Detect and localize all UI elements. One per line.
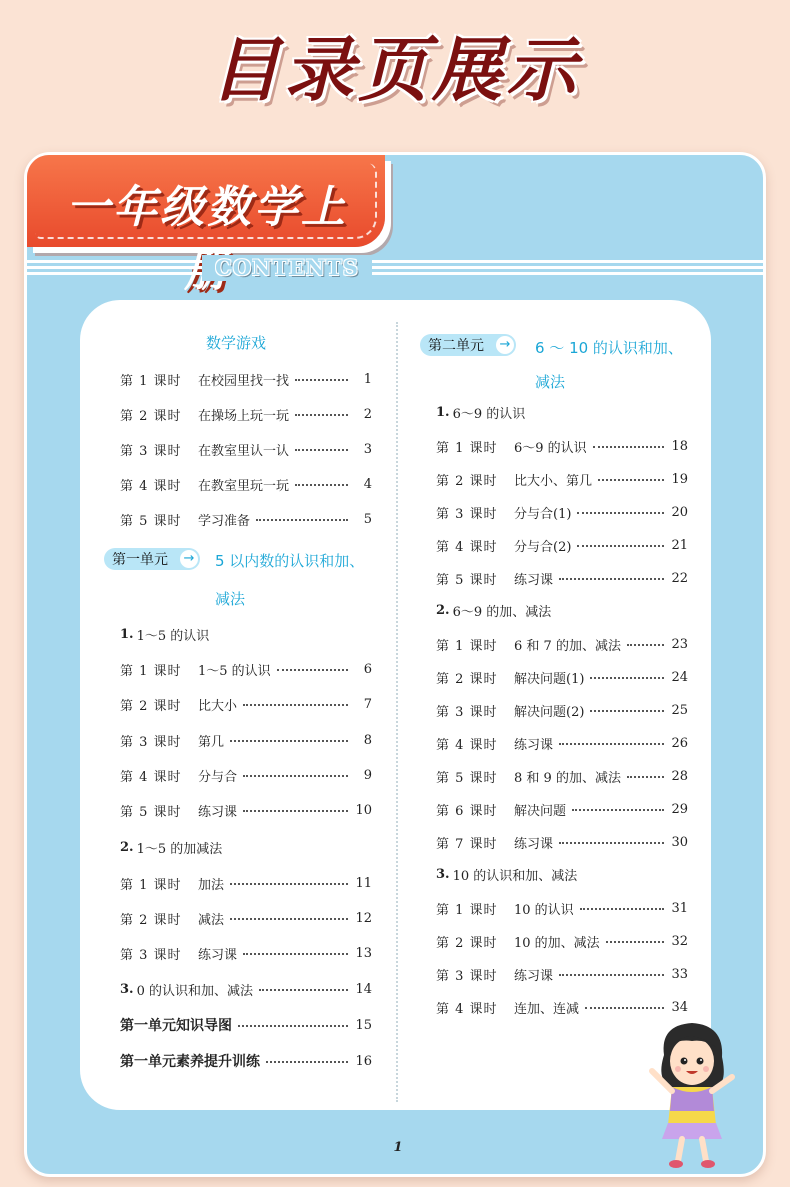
lesson-number: 第 4 课时	[436, 1001, 498, 1017]
lesson-number: 第 1 课时	[120, 663, 182, 679]
section-number: 3.	[436, 866, 450, 882]
toc-row[interactable]	[436, 929, 688, 953]
dot-leader	[243, 775, 348, 777]
grade-banner-title: 一年级数学上	[66, 182, 348, 233]
dot-leader	[627, 776, 664, 778]
page-number: 6	[363, 661, 372, 677]
unit-title-cont: 减法	[215, 590, 246, 608]
lesson-number: 第 2 课时	[436, 671, 498, 687]
toc-row[interactable]	[120, 798, 372, 822]
lesson-number: 第 1 课时	[120, 373, 182, 389]
section-title: 10 的认识和加、减法	[452, 868, 578, 884]
toc-row[interactable]	[120, 657, 372, 681]
lesson-title: 练习课	[198, 804, 238, 820]
page-number: 9	[363, 767, 372, 783]
section-number: 1.	[120, 626, 134, 642]
toc-frame	[24, 152, 766, 1177]
dot-leader	[580, 908, 664, 910]
unit-title: 6 ～ 10 的认识和加、	[535, 339, 683, 357]
lesson-title: 连加、连减	[514, 1001, 580, 1017]
toc-row[interactable]	[436, 434, 688, 458]
toc-row[interactable]	[120, 977, 372, 1001]
lesson-title: 解决问题(1)	[514, 671, 585, 687]
dot-leader	[230, 883, 348, 885]
toc-row[interactable]	[120, 507, 372, 531]
lesson-title: 第一单元知识导图	[120, 1018, 232, 1034]
section-heading	[120, 835, 222, 859]
lesson-number: 第 2 课时	[120, 408, 182, 424]
page-number: 30	[671, 834, 688, 850]
section-title: 0 的认识和加、减法	[136, 983, 253, 999]
dot-leader	[243, 704, 348, 706]
dot-leader	[577, 512, 664, 514]
lesson-title: 第一单元素养提升训练	[120, 1054, 260, 1070]
toc-row[interactable]	[436, 698, 688, 722]
lesson-number: 第 3 课时	[436, 506, 498, 522]
toc-row[interactable]	[436, 797, 688, 821]
lesson-number: 第 1 课时	[436, 638, 498, 654]
toc-row[interactable]	[120, 728, 372, 752]
lesson-title: 练习课	[514, 968, 554, 984]
lesson-number: 第 3 课时	[120, 734, 182, 750]
dot-leader	[238, 1025, 348, 1027]
section-heading	[120, 622, 209, 646]
stripe-line	[27, 272, 763, 275]
section-heading	[436, 598, 551, 622]
page-number: 31	[671, 900, 688, 916]
math-game-title: 数学游戏	[206, 334, 267, 352]
page-number: 3	[363, 441, 372, 457]
dot-leader	[559, 974, 664, 976]
page-number: 28	[671, 768, 688, 784]
lesson-number: 第 2 课时	[436, 935, 498, 951]
unit-badge	[104, 548, 200, 570]
dot-leader	[559, 842, 664, 844]
lesson-number: 第 4 课时	[436, 539, 498, 555]
lesson-number: 第 5 课时	[120, 804, 182, 820]
dot-leader	[266, 1061, 348, 1063]
page-number: 2	[363, 406, 372, 422]
toc-row[interactable]	[436, 830, 688, 854]
page-number: 23	[671, 636, 688, 652]
toc-row[interactable]	[436, 731, 688, 755]
page-number: 10	[355, 802, 372, 818]
lesson-title: 练习课	[514, 572, 554, 588]
section-number: 3.	[120, 981, 134, 997]
lesson-title: 练习课	[514, 737, 554, 753]
lesson-title: 在操场上玩一玩	[198, 408, 290, 424]
lesson-number: 第 2 课时	[120, 912, 182, 928]
lesson-title: 学习准备	[198, 513, 251, 529]
toc-row[interactable]	[120, 871, 372, 895]
lesson-title: 在教室里玩一玩	[198, 478, 290, 494]
lesson-title: 10 的加、减法	[514, 935, 600, 951]
toc-row[interactable]	[436, 896, 688, 920]
dot-leader	[606, 941, 664, 943]
lesson-number: 第 1 课时	[436, 440, 498, 456]
lesson-number: 第 2 课时	[436, 473, 498, 489]
dot-leader	[590, 710, 664, 712]
page-number: 32	[671, 933, 688, 949]
page-number: 5	[363, 511, 372, 527]
lesson-number: 第 4 课时	[436, 737, 498, 753]
page-number: 33	[671, 966, 688, 982]
lesson-title: 比大小	[198, 698, 238, 714]
toc-card	[80, 300, 711, 1110]
lesson-number: 第 5 课时	[436, 770, 498, 786]
page-number: 21	[671, 537, 688, 553]
page-number: 11	[355, 875, 372, 891]
lesson-title: 分与合	[198, 769, 238, 785]
unit-title: 5 以内数的认识和加、	[215, 552, 365, 570]
section-heading	[436, 862, 577, 886]
section-title: 1～5 的加减法	[136, 841, 223, 857]
toc-row[interactable]	[436, 500, 688, 524]
lesson-title: 练习课	[198, 947, 238, 963]
dot-leader	[590, 677, 664, 679]
dot-leader	[593, 446, 664, 448]
lesson-title: 在教室里认一认	[198, 443, 290, 459]
lesson-number: 第 5 课时	[436, 572, 498, 588]
dot-leader	[559, 578, 664, 580]
page-number: 14	[355, 981, 372, 997]
page-number: 12	[355, 910, 372, 926]
toc-row[interactable]	[436, 566, 688, 590]
column-divider	[396, 322, 398, 1102]
section-number: 1.	[436, 404, 450, 420]
dot-leader	[277, 669, 348, 671]
arrow-right-icon: →	[180, 550, 198, 568]
arrow-right-icon: →	[496, 336, 514, 354]
dot-leader	[295, 449, 348, 451]
toc-row[interactable]	[120, 941, 372, 965]
page-number: 24	[671, 669, 688, 685]
lesson-title: 加法	[198, 877, 225, 893]
lesson-title: 比大小、第几	[514, 473, 593, 489]
unit-badge	[420, 334, 516, 356]
unit-title-cont: 减法	[535, 373, 566, 391]
lesson-title: 6 和 7 的加、减法	[514, 638, 621, 654]
stripe-line	[27, 266, 763, 269]
lesson-number: 第 7 课时	[436, 836, 498, 852]
page-number: 15	[355, 1017, 372, 1033]
lesson-number: 第 2 课时	[120, 698, 182, 714]
page-number: 22	[671, 570, 688, 586]
toc-row[interactable]	[120, 437, 372, 461]
page-number: 26	[671, 735, 688, 751]
lesson-number: 第 1 课时	[436, 902, 498, 918]
section-number: 2.	[436, 602, 450, 618]
lesson-number: 第 5 课时	[120, 513, 182, 529]
toc-row[interactable]	[436, 665, 688, 689]
page-number: 16	[355, 1053, 372, 1069]
page-number: 25	[671, 702, 688, 718]
toc-row[interactable]	[120, 1049, 372, 1073]
grade-banner	[27, 155, 385, 247]
dot-leader	[559, 743, 664, 745]
dot-leader	[627, 644, 664, 646]
lesson-title: 8 和 9 的加、减法	[514, 770, 621, 786]
toc-row[interactable]	[436, 533, 688, 557]
dot-leader	[598, 479, 664, 481]
lesson-title: 分与合(1)	[514, 506, 572, 522]
section-heading	[436, 400, 525, 424]
page-number: 7	[363, 696, 372, 712]
toc-row[interactable]	[120, 906, 372, 930]
page-number: 29	[671, 801, 688, 817]
toc-row[interactable]	[120, 763, 372, 787]
section-title: 6～9 的加、减法	[452, 604, 552, 620]
dot-leader	[243, 953, 348, 955]
dot-leader	[295, 414, 348, 416]
toc-row[interactable]	[436, 962, 688, 986]
page-number: 1	[363, 371, 372, 387]
dot-leader	[259, 989, 348, 991]
page-number: 13	[355, 945, 372, 961]
dot-leader	[577, 545, 664, 547]
contents-label: CONTENTS	[202, 255, 372, 281]
dot-leader	[585, 1007, 664, 1009]
lesson-number: 第 4 课时	[120, 478, 182, 494]
lesson-title: 练习课	[514, 836, 554, 852]
page-number: 8	[363, 732, 372, 748]
stripe-line	[27, 260, 763, 263]
toc-row[interactable]	[120, 367, 372, 391]
page-number: 20	[671, 504, 688, 520]
page-title: 目录页展示	[210, 29, 580, 111]
dot-leader	[256, 519, 348, 521]
lesson-title: 分与合(2)	[514, 539, 572, 555]
lesson-number: 第 3 课时	[436, 704, 498, 720]
lesson-title: 1～5 的认识	[198, 663, 271, 679]
dot-leader	[295, 379, 348, 381]
toc-row[interactable]	[120, 692, 372, 716]
lesson-number: 第 6 课时	[436, 803, 498, 819]
lesson-title: 6～9 的认识	[514, 440, 587, 456]
lesson-title: 解决问题	[514, 803, 567, 819]
toc-row[interactable]	[436, 467, 688, 491]
dot-leader	[230, 918, 348, 920]
section-title: 1～5 的认识	[136, 628, 210, 644]
lesson-number: 第 3 课时	[436, 968, 498, 984]
page-number: 4	[363, 476, 372, 492]
section-number: 2.	[120, 839, 134, 855]
dot-leader	[295, 484, 348, 486]
toc-row[interactable]	[120, 472, 372, 496]
page-number: 19	[671, 471, 688, 487]
dot-leader	[243, 810, 348, 812]
lesson-number: 第 3 课时	[120, 947, 182, 963]
lesson-title: 减法	[198, 912, 225, 928]
lesson-number: 第 4 课时	[120, 769, 182, 785]
lesson-title: 第几	[198, 734, 225, 750]
lesson-title: 在校园里找一找	[198, 373, 290, 389]
dot-leader	[230, 740, 348, 742]
toc-row[interactable]	[436, 764, 688, 788]
toc-row[interactable]	[120, 1013, 372, 1037]
section-title: 6～9 的认识	[452, 406, 526, 422]
lesson-title: 解决问题(2)	[514, 704, 585, 720]
unit-badge-label: 第一单元	[112, 552, 168, 568]
toc-row[interactable]	[436, 632, 688, 656]
page-number: 34	[671, 999, 688, 1015]
toc-row[interactable]	[120, 402, 372, 426]
lesson-title: 10 的认识	[514, 902, 574, 918]
page-number-footer: 1	[393, 1140, 403, 1155]
lesson-number: 第 1 课时	[120, 877, 182, 893]
unit-badge-label: 第二单元	[428, 338, 484, 354]
page-number: 18	[671, 438, 688, 454]
lesson-number: 第 3 课时	[120, 443, 182, 459]
dot-leader	[572, 809, 664, 811]
